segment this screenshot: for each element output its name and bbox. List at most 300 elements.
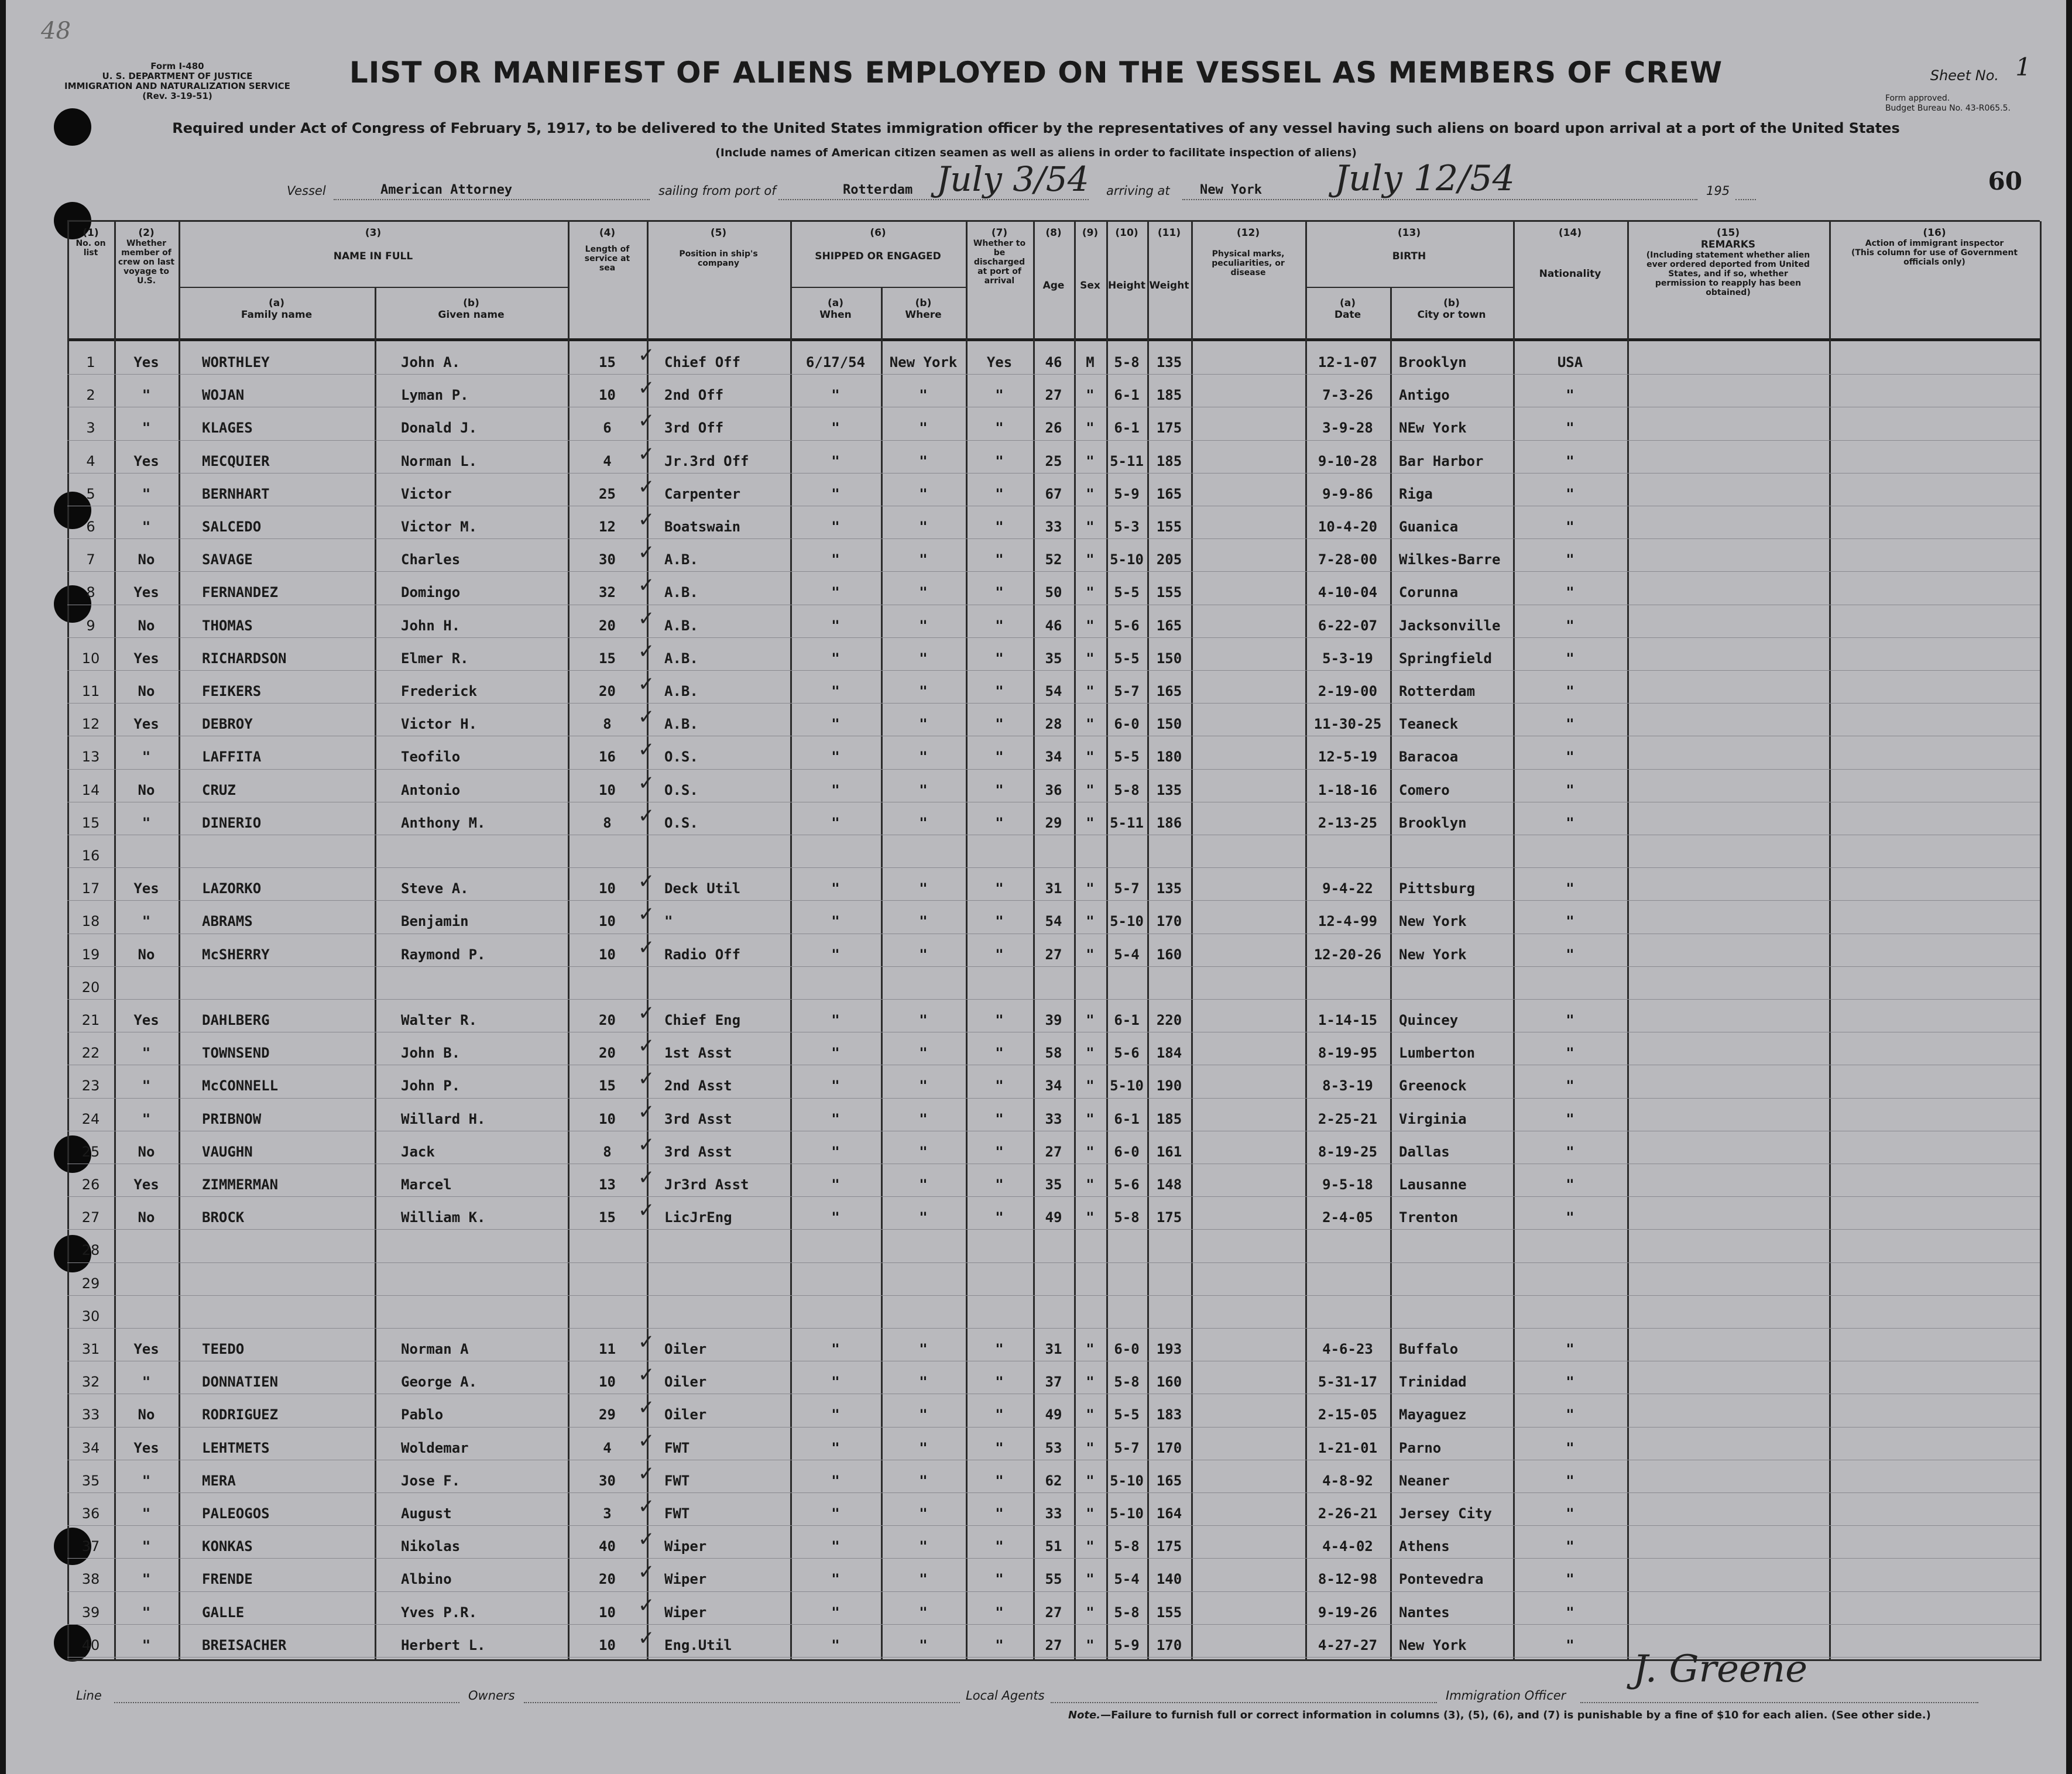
cell-disch: " [995, 1078, 1004, 1094]
cell-when: " [831, 387, 840, 404]
cell-where: " [919, 781, 928, 798]
cell-where: " [919, 617, 928, 634]
cell-height: 5-8 [1114, 1374, 1140, 1391]
cell-city: Bar Harbor [1399, 452, 1484, 469]
cell-bdate: 9-4-22 [1322, 880, 1373, 897]
row-rule [67, 1229, 2040, 1230]
cell-nat: " [1566, 1209, 1574, 1226]
cell-position: O.S. [664, 781, 698, 798]
check-mark: ✓ [638, 574, 655, 598]
cell-where: " [919, 1374, 928, 1391]
cell-given: August [401, 1505, 452, 1522]
col14-header: (14) Nationality [1539, 227, 1601, 280]
cell-when: " [831, 1045, 840, 1062]
cell-service: 15 [599, 1078, 616, 1094]
cell-family: DINERIO [202, 814, 262, 831]
cell-position: " [664, 913, 673, 930]
cell-service: 4 [603, 1439, 612, 1456]
cell-sex: " [1086, 1406, 1095, 1423]
cell-disch: " [995, 1439, 1004, 1456]
col6b-header: (b) Where [905, 297, 942, 321]
cell-where: " [919, 1110, 928, 1127]
cell-height: 5-10 [1110, 551, 1144, 568]
row-number: 5 [86, 485, 95, 502]
cell-bdate: 4-6-23 [1322, 1341, 1373, 1357]
cell-given: Herbert L. [401, 1636, 486, 1653]
cell-nat: " [1566, 913, 1574, 930]
cell-prev: Yes [133, 354, 159, 370]
row-number: 26 [81, 1176, 100, 1193]
cell-given: Elmer R. [401, 650, 469, 667]
cell-city: Dallas [1399, 1143, 1450, 1160]
cell-age: 25 [1045, 452, 1062, 469]
check-mark: ✓ [638, 508, 655, 531]
cell-age: 34 [1045, 1078, 1062, 1094]
row-number: 39 [81, 1604, 100, 1621]
row-number: 1 [86, 354, 95, 370]
check-mark: ✓ [638, 1363, 655, 1387]
cell-given: Benjamin [401, 913, 469, 930]
row-number: 16 [81, 847, 100, 864]
cell-sex: " [1086, 716, 1095, 733]
cell-city: Mayaguez [1399, 1406, 1467, 1423]
cell-family: CRUZ [202, 781, 236, 798]
cell-nat: " [1566, 584, 1574, 601]
cell-sex: " [1086, 913, 1095, 930]
row-rule [67, 374, 2040, 375]
cell-weight: 155 [1156, 584, 1182, 601]
col4-header: (4) Length of service at sea [584, 227, 630, 273]
required-statement: Required under Act of Congress of February 5, 1917, to be delivered to the United States immigration officer by the representatives of any vessel having such aliens on board upon arrival at a port of the United States [172, 120, 1900, 136]
col11-header: (11) Weight [1149, 227, 1189, 291]
cell-prev: No [138, 617, 155, 634]
cell-age: 49 [1045, 1406, 1062, 1423]
cell-age: 46 [1045, 617, 1062, 634]
row-number: 35 [81, 1472, 100, 1489]
cell-height: 6-0 [1114, 1341, 1140, 1357]
cell-when: " [831, 617, 840, 634]
cell-prev: No [138, 781, 155, 798]
row-number: 27 [81, 1209, 100, 1226]
cell-service: 13 [599, 1176, 616, 1193]
check-mark: ✓ [638, 1166, 655, 1189]
cell-position: 3rd Off [664, 420, 724, 437]
cell-where: " [919, 1341, 928, 1357]
row-rule [67, 1492, 2040, 1493]
cell-nat: " [1566, 617, 1574, 634]
check-mark: ✓ [638, 1560, 655, 1584]
cell-sex: " [1086, 1045, 1095, 1062]
cell-position: Wiper [664, 1538, 707, 1555]
cell-when: " [831, 519, 840, 535]
cell-height: 5-5 [1114, 1406, 1140, 1423]
row-number: 6 [86, 519, 95, 535]
cell-weight: 180 [1156, 749, 1182, 766]
check-mark: ✓ [638, 639, 655, 663]
cell-service: 20 [599, 1045, 616, 1062]
cell-nat: " [1566, 1439, 1574, 1456]
cell-family: RODRIGUEZ [202, 1406, 279, 1423]
form-approved: Form approved. [1885, 94, 1950, 103]
cell-prev: " [142, 1045, 151, 1062]
cell-sex: " [1086, 1078, 1095, 1094]
cell-prev: No [138, 1209, 155, 1226]
cell-bdate: 1-14-15 [1318, 1012, 1378, 1028]
cell-bdate: 8-19-95 [1318, 1045, 1378, 1062]
cell-height: 6-1 [1114, 1110, 1140, 1127]
cell-position: Radio Off [664, 946, 741, 963]
cell-given: Antonio [401, 781, 461, 798]
cell-weight: 160 [1156, 946, 1182, 963]
cell-city: Jersey City [1399, 1505, 1492, 1522]
cell-weight: 193 [1156, 1341, 1182, 1357]
cell-age: 54 [1045, 913, 1062, 930]
cell-when: " [831, 1636, 840, 1653]
cell-prev: " [142, 1636, 151, 1653]
cell-given: John H. [401, 617, 461, 634]
cell-age: 67 [1045, 485, 1062, 502]
cell-disch: " [995, 1538, 1004, 1555]
cell-age: 54 [1045, 683, 1062, 699]
cell-family: FRENDE [202, 1571, 253, 1588]
cell-where: " [919, 913, 928, 930]
cell-nat: " [1566, 1176, 1574, 1193]
cell-prev: " [142, 1472, 151, 1489]
cell-where: " [919, 683, 928, 699]
cell-disch: " [995, 551, 1004, 568]
col3b-header: (b) Given name [438, 297, 505, 321]
cell-prev: No [138, 551, 155, 568]
manifest-sheet [6, 0, 2066, 1774]
cell-height: 5-11 [1110, 814, 1144, 831]
row-number: 19 [81, 946, 100, 963]
check-mark: ✓ [638, 1199, 655, 1223]
check-mark: ✓ [638, 1495, 655, 1518]
cell-bdate: 9-10-28 [1318, 452, 1378, 469]
cell-service: 29 [599, 1406, 616, 1423]
row-rule [67, 538, 2040, 539]
cell-height: 5-5 [1114, 650, 1140, 667]
cell-where: " [919, 1078, 928, 1094]
cell-weight: 160 [1156, 1374, 1182, 1391]
cell-height: 5-10 [1110, 1505, 1144, 1522]
budget-bureau: Budget Bureau No. 43-R065.5. [1885, 104, 2011, 113]
cell-disch: " [995, 584, 1004, 601]
cell-where: " [919, 551, 928, 568]
row-number: 23 [81, 1078, 100, 1094]
cell-prev: No [138, 1143, 155, 1160]
col9-header: (9) Sex [1080, 227, 1100, 291]
cell-city: Athens [1399, 1538, 1450, 1555]
cell-weight: 164 [1156, 1505, 1182, 1522]
cell-service: 4 [603, 452, 612, 469]
row-number: 3 [86, 420, 95, 437]
cell-disch: " [995, 1143, 1004, 1160]
cell-disch: " [995, 1176, 1004, 1193]
cell-prev: " [142, 1538, 151, 1555]
footer-line-label: Line [76, 1689, 102, 1703]
cell-city: Comero [1399, 781, 1450, 798]
cell-family: WOJAN [202, 387, 245, 404]
cell-sex: " [1086, 1538, 1095, 1555]
cell-position: O.S. [664, 814, 698, 831]
col13-header: (13) BIRTH [1392, 227, 1426, 262]
cell-sex: " [1086, 1604, 1095, 1621]
cell-weight: 140 [1156, 1571, 1182, 1588]
row-number: 20 [81, 979, 100, 996]
cell-position: Oiler [664, 1341, 707, 1357]
cell-height: 5-8 [1114, 1538, 1140, 1555]
cell-family: McSHERRY [202, 946, 270, 963]
cell-service: 3 [603, 1505, 612, 1522]
cell-nat: " [1566, 1012, 1574, 1028]
cell-weight: 165 [1156, 1472, 1182, 1489]
cell-bdate: 12-5-19 [1318, 749, 1378, 766]
cell-where: " [919, 1143, 928, 1160]
cell-given: Victor M. [401, 519, 478, 535]
cell-disch: " [995, 1571, 1004, 1588]
cell-prev: No [138, 683, 155, 699]
check-mark: ✓ [638, 1034, 655, 1058]
cell-given: Walter R. [401, 1012, 478, 1028]
cell-bdate: 2-13-25 [1318, 814, 1378, 831]
row-number: 40 [81, 1636, 100, 1653]
row-rule [67, 1295, 2040, 1296]
cell-when: " [831, 1341, 840, 1357]
cell-bdate: 5-3-19 [1322, 650, 1373, 667]
cell-family: SAVAGE [202, 551, 253, 568]
footer-note [1068, 1709, 1931, 1721]
cell-sex: " [1086, 814, 1095, 831]
footer-owners-label: Owners [468, 1689, 515, 1703]
row-number: 8 [86, 584, 95, 601]
cell-given: Lyman P. [401, 387, 469, 404]
row-rule [67, 670, 2040, 671]
row-number: 2 [86, 387, 95, 404]
row-rule [67, 769, 2040, 770]
cell-when: " [831, 420, 840, 437]
cell-family: DAHLBERG [202, 1012, 270, 1028]
cell-position: Oiler [664, 1406, 707, 1423]
cell-bdate: 2-4-05 [1322, 1209, 1373, 1226]
row-rule [67, 1262, 2040, 1263]
cell-bdate: 4-27-27 [1318, 1636, 1378, 1653]
cell-city: New York [1399, 913, 1467, 930]
cell-weight: 190 [1156, 1078, 1182, 1094]
row-number: 37 [81, 1538, 100, 1555]
cell-weight: 220 [1156, 1012, 1182, 1028]
row-number: 11 [81, 683, 100, 699]
cell-age: 36 [1045, 781, 1062, 798]
officer-signature: J. Greene [1633, 1648, 1807, 1691]
row-number: 24 [81, 1110, 100, 1127]
check-mark: ✓ [638, 1001, 655, 1025]
department: U. S. DEPARTMENT OF JUSTICE [102, 71, 253, 81]
cell-family: PRIBNOW [202, 1110, 262, 1127]
cell-given: Pablo [401, 1406, 444, 1423]
row-rule [67, 1328, 2040, 1329]
row-number: 4 [86, 452, 95, 469]
year-label: 195 [1706, 184, 1730, 198]
cell-position: 2nd Off [664, 387, 724, 404]
cell-weight: 170 [1156, 1636, 1182, 1653]
cell-where: New York [889, 354, 958, 370]
col1-header: (1) No. on list [76, 227, 106, 258]
cell-where: " [919, 387, 928, 404]
cell-height: 5-6 [1114, 1045, 1140, 1062]
cell-bdate: 9-19-26 [1318, 1604, 1378, 1621]
cell-bdate: 5-31-17 [1318, 1374, 1378, 1391]
row-number: 25 [81, 1143, 100, 1160]
cell-sex: " [1086, 781, 1095, 798]
cell-family: LAFFITA [202, 749, 262, 766]
cell-nat: " [1566, 1538, 1574, 1555]
cell-service: 20 [599, 683, 616, 699]
cell-service: 10 [599, 1110, 616, 1127]
col6a-header: (a) When [819, 297, 852, 321]
cell-where: " [919, 1406, 928, 1423]
cell-family: DONNATIEN [202, 1374, 279, 1391]
cell-city: Corunna [1399, 584, 1459, 601]
row-number: 18 [81, 913, 100, 930]
cell-weight: 170 [1156, 913, 1182, 930]
check-mark: ✓ [638, 870, 655, 894]
cell-family: MERA [202, 1472, 236, 1489]
port-to: New York [1200, 183, 1262, 197]
note-label: Note. [1068, 1709, 1101, 1721]
col13a-header: (a) Date [1334, 297, 1361, 321]
check-mark: ✓ [638, 344, 655, 367]
row-number: 30 [81, 1308, 100, 1325]
cell-service: 6 [603, 420, 612, 437]
page-number: 60 [1988, 167, 2022, 195]
cell-age: 33 [1045, 1110, 1062, 1127]
row-number: 33 [81, 1406, 100, 1423]
cell-disch: " [995, 946, 1004, 963]
cell-position: Deck Util [664, 880, 741, 897]
col3a-header: (a) Family name [241, 297, 313, 321]
check-mark: ✓ [638, 541, 655, 565]
cell-weight: 205 [1156, 551, 1182, 568]
cell-prev: Yes [133, 880, 159, 897]
cell-weight: 148 [1156, 1176, 1182, 1193]
check-mark: ✓ [638, 1396, 655, 1420]
cell-city: Virginia [1399, 1110, 1467, 1127]
cell-family: BROCK [202, 1209, 245, 1226]
cell-sex: " [1086, 1176, 1095, 1193]
cell-nat: " [1566, 749, 1574, 766]
cell-service: 10 [599, 1636, 616, 1653]
cell-service: 20 [599, 1012, 616, 1028]
cell-bdate: 8-3-19 [1322, 1078, 1373, 1094]
cell-nat: " [1566, 519, 1574, 535]
cell-family: KLAGES [202, 420, 253, 437]
cell-where: " [919, 485, 928, 502]
cell-age: 55 [1045, 1571, 1062, 1588]
cell-service: 11 [599, 1341, 616, 1357]
col12-header: (12) Physical marks, peculiarities, or disease [1212, 227, 1285, 277]
cell-height: 5-10 [1110, 1472, 1144, 1489]
row-rule [67, 1098, 2040, 1099]
cell-position: 3rd Asst [664, 1110, 732, 1127]
cell-family: TOWNSEND [202, 1045, 270, 1062]
cell-service: 30 [599, 1472, 616, 1489]
cell-bdate: 11-30-25 [1313, 716, 1382, 733]
cell-where: " [919, 1505, 928, 1522]
cell-weight: 155 [1156, 1604, 1182, 1621]
cell-height: 5-8 [1114, 1209, 1140, 1226]
form-number: Form I-480 [150, 61, 204, 71]
sail-date: July 3/54 [936, 159, 1089, 199]
cell-service: 20 [599, 617, 616, 634]
cell-family: McCONNELL [202, 1078, 279, 1094]
cell-when: " [831, 1143, 840, 1160]
cell-prev: No [138, 946, 155, 963]
col2-header: (2) Whether member of crew on last voyage to U.S. [118, 227, 175, 286]
cell-height: 5-9 [1114, 1636, 1140, 1653]
cell-given: Nikolas [401, 1538, 461, 1555]
cell-height: 5-6 [1114, 617, 1140, 634]
check-mark: ✓ [638, 1593, 655, 1617]
row-number: 28 [81, 1242, 100, 1259]
cell-sex: " [1086, 1571, 1095, 1588]
cell-bdate: 10-4-20 [1318, 519, 1378, 535]
cell-when: 6/17/54 [805, 354, 866, 370]
cell-prev: " [142, 387, 151, 404]
cell-weight: 186 [1156, 814, 1182, 831]
cell-age: 27 [1045, 946, 1062, 963]
cell-position: A.B. [664, 650, 698, 667]
cell-weight: 135 [1156, 781, 1182, 798]
cell-prev: " [142, 1078, 151, 1094]
cell-disch: " [995, 749, 1004, 766]
cell-disch: " [995, 880, 1004, 897]
cell-age: 31 [1045, 1341, 1062, 1357]
cell-position: A.B. [664, 716, 698, 733]
cell-when: " [831, 1078, 840, 1094]
col15-header: (15) REMARKS (Including statement whether alien ever ordered deported from United States, and if so, whether permission to reapply has been obtained) [1646, 227, 1810, 297]
cell-age: 52 [1045, 551, 1062, 568]
cell-family: MECQUIER [202, 452, 270, 469]
cell-given: George A. [401, 1374, 478, 1391]
cell-sex: " [1086, 519, 1095, 535]
cell-height: 6-0 [1114, 1143, 1140, 1160]
cell-service: 30 [599, 551, 616, 568]
cell-when: " [831, 551, 840, 568]
cell-nat: " [1566, 1143, 1574, 1160]
cell-disch: " [995, 617, 1004, 634]
cell-service: 8 [603, 716, 612, 733]
cell-sex: M [1086, 354, 1095, 370]
cell-sex: " [1086, 1209, 1095, 1226]
cell-when: " [831, 814, 840, 831]
row-number: 34 [81, 1439, 100, 1456]
cell-city: Rotterdam [1399, 683, 1476, 699]
vessel-label: Vessel [287, 184, 326, 198]
cell-disch: " [995, 485, 1004, 502]
row-rule [67, 1196, 2040, 1197]
cell-prev: Yes [133, 452, 159, 469]
cell-city: Guanica [1399, 519, 1459, 535]
row-rule [67, 440, 2040, 441]
check-mark: ✓ [638, 409, 655, 433]
cell-city: Trenton [1399, 1209, 1459, 1226]
check-mark: ✓ [638, 1429, 655, 1453]
cell-position: Boatswain [664, 519, 741, 535]
cell-service: 16 [599, 749, 616, 766]
cell-age: 29 [1045, 814, 1062, 831]
cell-when: " [831, 716, 840, 733]
